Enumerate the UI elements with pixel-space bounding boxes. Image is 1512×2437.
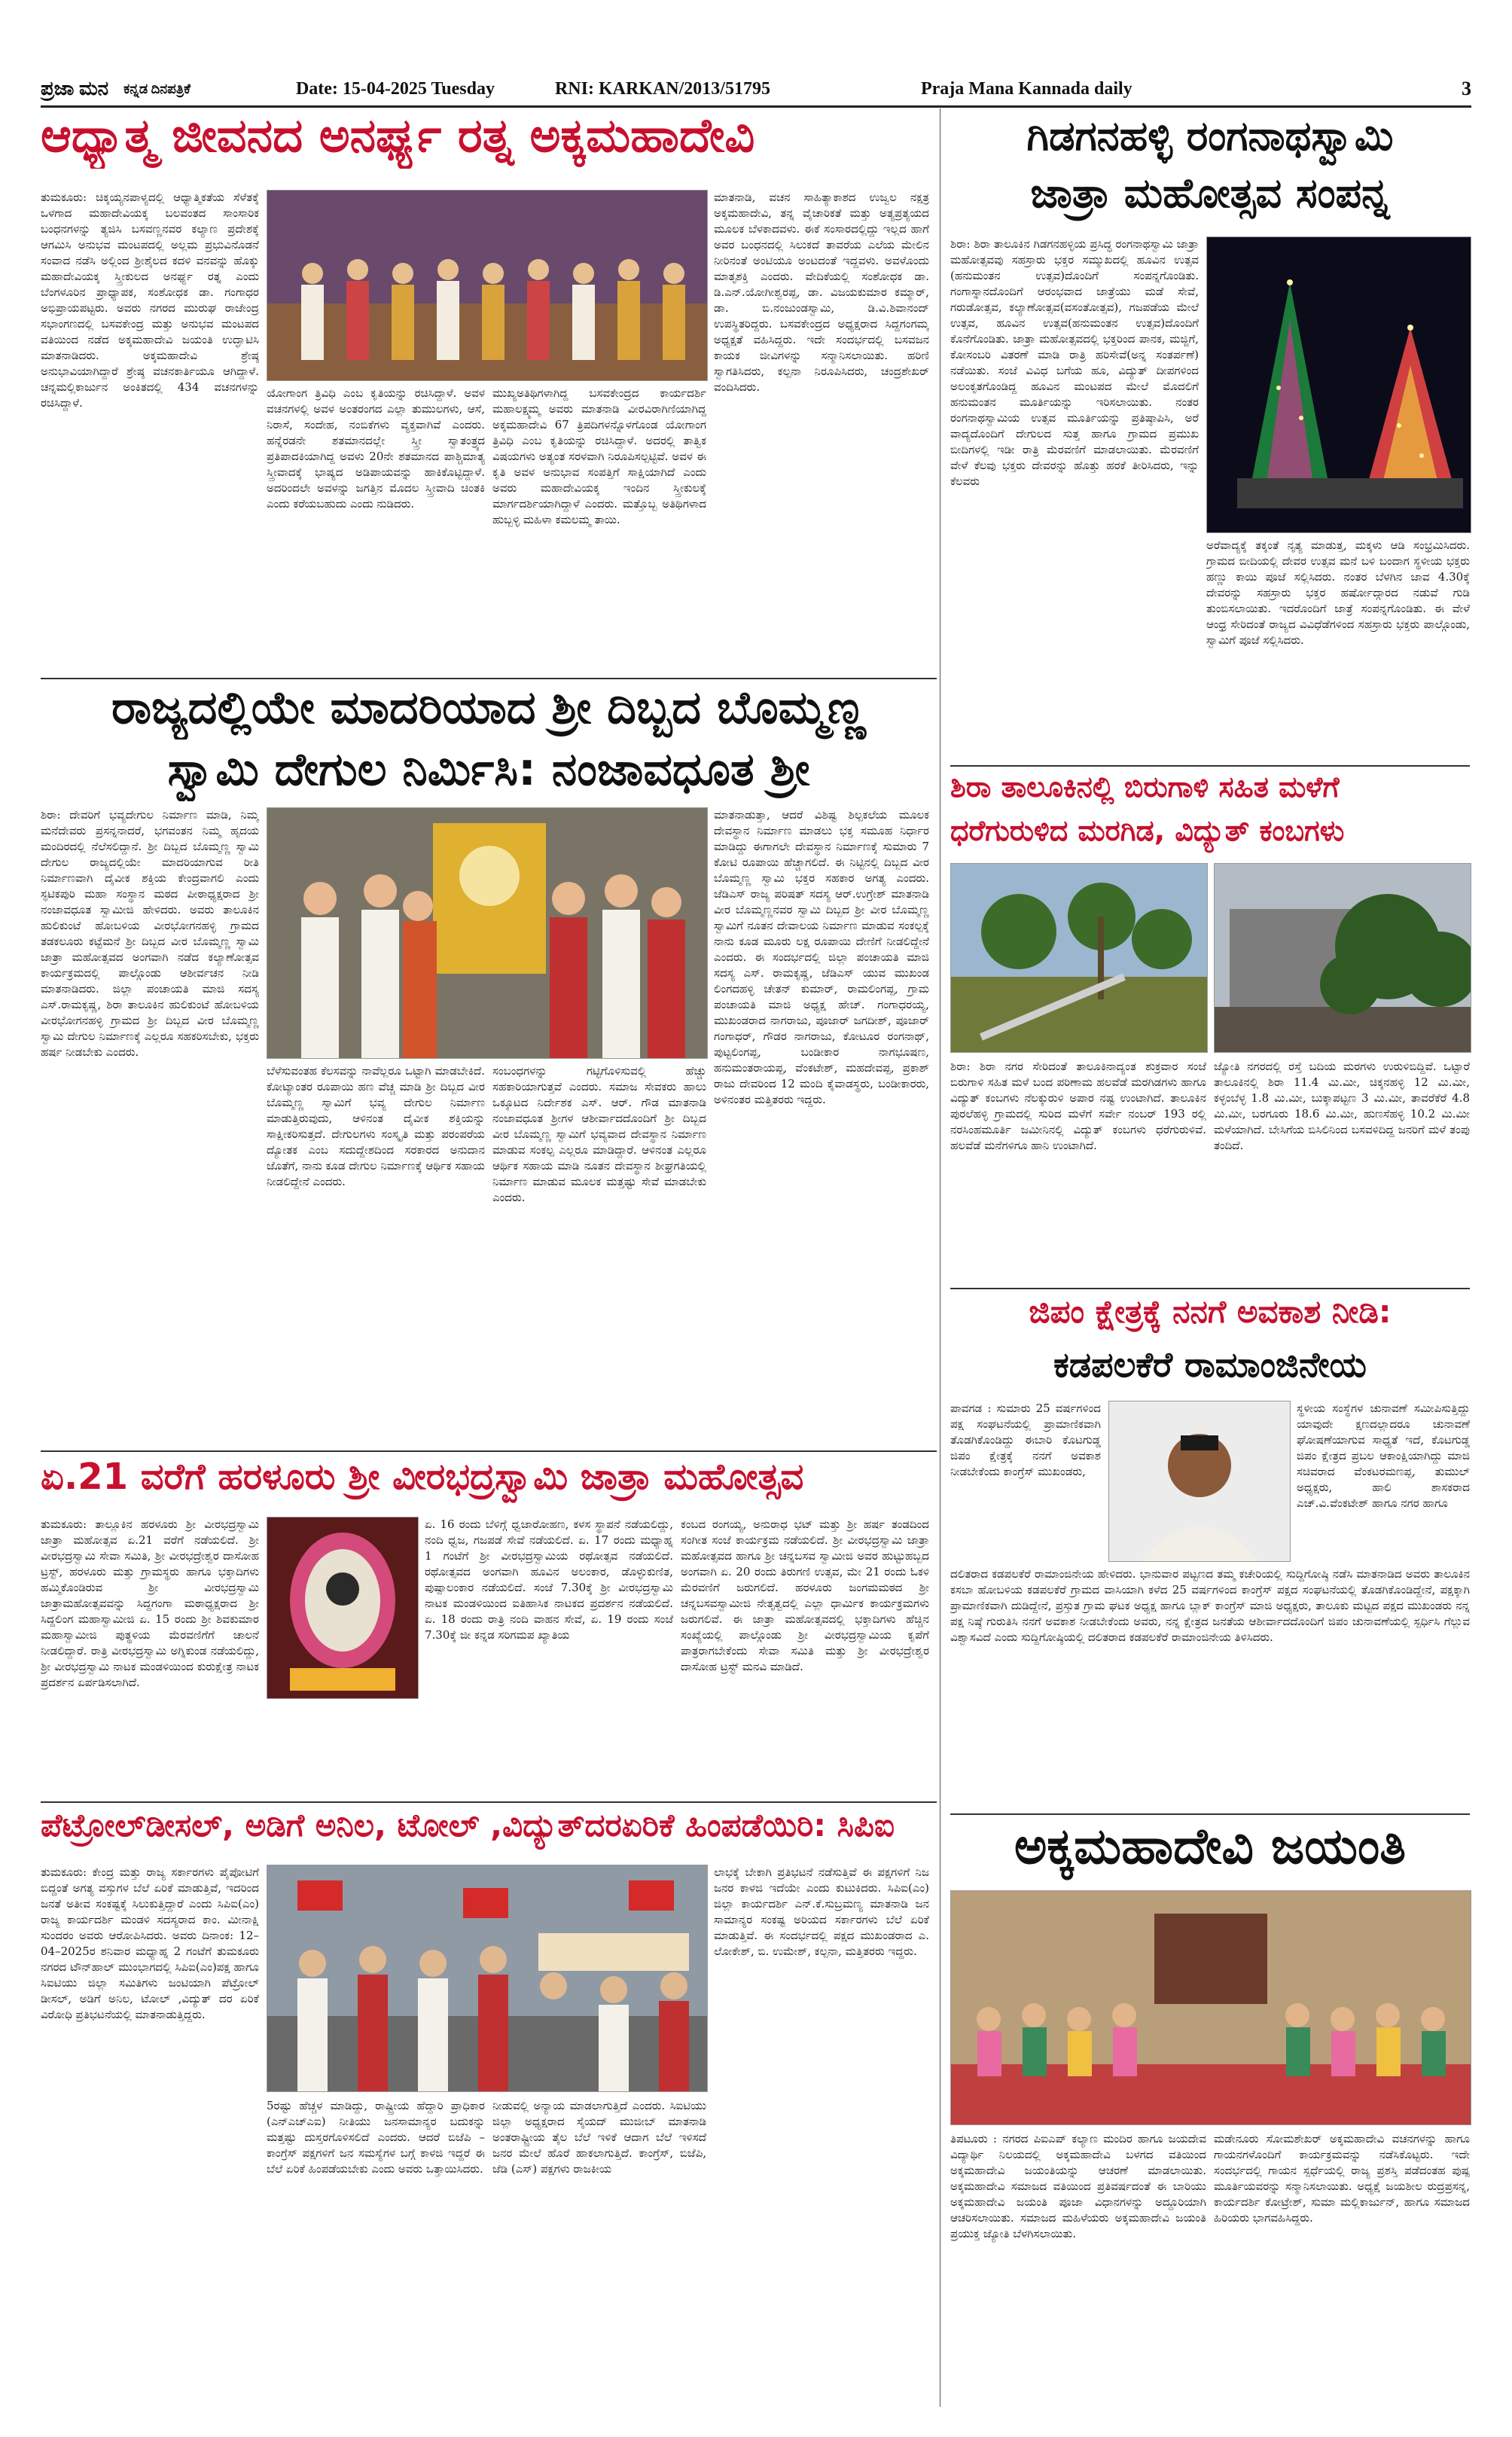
article-8-col-3: ನೀಡುವಲ್ಲಿ ಅನ್ಯಾಯ ಮಾಡಲಾಗುತ್ತಿದೆ ಎಂದರು. ಸಿಐಟಿಯು ಜಿಲ್ಲಾ ಅಧ್ಯಕ್ಷರಾದ ಸೈಯದ್ ಮುಜೀಬ್ ಮಾತನಾಡಿ ಅಂತರಾಷ್ಟ್ರೀಯ ತೈಲ ಬೆಲೆ ಇಳಿಕೆ ಆದಾಗ ಬೆಲೆ ಇಳಿಸದೆ ಜನರ ಮೇಲೆ ಹೊರೆ ಹಾಕಲಾಗುತ್ತಿದೆ. ಕಾಂಗ್ರೆಸ್, ಬಿಜೆಪಿ, ಜೆಡಿ (ಎಸ್) ಪಕ್ಷಗಳು ರಾಜಕೀಯ xyxy=(492,2099,706,2176)
article-2-tail: ಅರೆವಾದ್ಯಕ್ಕೆ ತಕ್ಕಂತೆ ನೃತ್ಯ ಮಾಡುತ್ತ, ಮಕ್ಕಳು ಆಡಿ ಸಂಭ್ರಮಿಸಿದರು. ಗ್ರಾಮದ ಬೀದಿಯಲ್ಲಿ ದೇವರ ಉತ್ಸವ ಮನೆ ಬಳಿ ಬಂದಾಗ ಸ್ಥಳೀಯ ಭಕ್ತರು ಹಣ್ಣು ಕಾಯಿ ಪೂಜೆ ಸಲ್ಲಿಸಿದರು. ನಂತರ ಬೆಳಗಿನ ಜಾವ 4.30ಕ್ಕೆ ದೇವರನ್ನು ಸಹಸ್ರಾರು ಭಕ್ತರ ಹರ್ಷೋದ್ಗಾರದ ನಡುವೆ ಗುಡಿ ತುಂಬಿಸಲಾಯಿತು. ಇದರೊಂದಿಗೆ ಜಾತ್ರೆ ಸಂಪನ್ನಗೊಂಡಿತು. ಈ ವೇಳೆ ಆಂಧ್ರ ಸೇರಿದಂತೆ ರಾಜ್ಯದ ವಿವಿಧೆಡೆಗಳಿಂದ ಸಹಸ್ರಾರು ಭಕ್ತರು ಪಾಲ್ಗೊಂಡು, ಸ್ವಾಮಿಗೆ ಪೂಜೆ ಸಲ್ಲಿಸಿದರು. xyxy=(1206,538,1470,647)
section-divider xyxy=(950,1813,1470,1815)
article-2-headline-line-2: ಜಾತ್ರಾ ಮಹೋತ್ಸವ ಸಂಪನ್ನ xyxy=(1030,170,1390,217)
article-5-headline-line-1: ಜಿಪಂ ಕ್ಷೇತ್ರಕ್ಕೆ ನನಗೆ ಅವಕಾಶ ನೀಡಿ: xyxy=(1029,1294,1392,1330)
article-1-headline: ಆಧ್ಯಾತ್ಮ ಜೀವನದ ಅನರ್ಘ್ಯ ರತ್ನ ಅಕ್ಕಮಹಾದೇವಿ xyxy=(41,108,755,163)
article-6-photo xyxy=(267,1517,419,1699)
portrait-image xyxy=(1109,1402,1290,1561)
article-5-headline-line-2: ಕಡಪಲಕೆರೆ ರಾಮಾಂಜಿನೇಯ xyxy=(1053,1345,1367,1385)
article-4-col-2: ಜ್ಯೋತಿ ನಗರದಲ್ಲಿ ರಸ್ತೆ ಬದಿಯ ಮರಗಳು ಉರುಳಿಬಿದ್ದಿವೆ. ಒಟ್ಟಾರೆ ತಾಲೂಕಿನಲ್ಲಿ ಶಿರಾ 11.4 ಮಿ.ಮೀ, ಚಿಕ್ಕನಹಳ್ಳಿ 12 ಮಿ.ಮೀ, ಕಳ್ಳಂಬೆಳ್ಳ 1.8 ಮಿ.ಮೀ, ಬುಕ್ಕಾಪಟ್ಟಣ 3 ಮಿ.ಮೀ, ತಾವರೆಕೆರೆ 4.8 ಮಿ.ಮೀ, ಬರಗೂರು 18.6 ಮಿ.ಮೀ, ಹುಣಸೆಹಳ್ಳಿ 10.2 ಮಿ.ಮೀ ಮಳೆಯಾಗಿದೆ. ಬೇಸಿಗೆಯ ಬಿಸಿಲಿನಿಂದ ಬಸವಳಿದಿದ್ದ ಜನರಿಗೆ ಮಳೆ ತಂಪು ತಂದಿದೆ. xyxy=(1214,1060,1470,1152)
section-divider xyxy=(950,765,1470,767)
article-1-col-4: ಮಾತನಾಡಿ, ವಚನ ಸಾಹಿತ್ಯಾಕಾಶದ ಉಜ್ವಲ ನಕ್ಷತ್ರ ಅಕ್ಕಮಹಾದೇವಿ, ತನ್ನ ವೈಚಾರಿಕತೆ ಮತ್ತು ಅತ್ಯಪ್ರತ್ಯಯದ ಮೂಲಕ ಬೆಳಕಾದವಳು. ಈಕೆ ಸಂಸಾರದಲ್ಲಿದ್ದು ಇಲ್ಲದ ಹಾಗೆ ಅವರ ಬಂಧನದಲ್ಲಿ ಸಿಲುಕದೆ ತಾವರೆಯ ಎಲೆಯ ಮೇಲಿನ ನೀರಿನಂತೆ ಅಂಟಿಯೂ ಅಂಟದಂತೆ ಇದ್ದವಳು. ಅವಳೊಂದು ಮಾತೃಶಕ್ತಿ ಎಂದರು. ವೇದಿಕೆಯಲ್ಲಿ ಸಂಶೋಧಕ ಡಾ. ಡಿ.ಎನ್.ಯೋಗೀಶ್ವರಪ್ಪ, ಡಾ. ವಿಜಯಕುಮಾರ ಕಮ್ಮಾರ್, ಡಾ. ಬಿ.ನಂಜುಂಡಸ್ವಾಮಿ, ಡಿ.ವಿ.ಶಿವಾನಂದ್ ಉಪಸ್ಥಿತರಿದ್ದರು. ಬಸವಕೇಂದ್ರದ ಅಧ್ಯಕ್ಷರಾದ ಸಿದ್ದಗಂಗಮ್ಮ ಅಧ್ಯಕ್ಷತೆ ವಹಿಸಿದ್ದರು. ಇದೇ ಸಂದರ್ಭದಲ್ಲಿ ಬಸವಜನ ಕಾಯಕ ಜೀವಿಗಳನ್ನು ಸನ್ಮಾನಿಸಲಾಯಿತು. ಹರಿಣಿ ಸ್ವಾಗತಿಸಿದರು, ಕಲ್ಪನಾ ನಿರೂಪಿಸಿದರು, ಚಂದ್ರಶೇಖರ್ ವಂದಿಸಿದರು. xyxy=(714,191,929,394)
article-4-photo-right xyxy=(1214,863,1471,1053)
women-group-photo-image xyxy=(267,191,707,380)
article-3-col-2: ಬೆಳೆಸುವಂತಹ ಕೆಲಸವನ್ನು ನಾವೆಲ್ಲರೂ ಒಟ್ಟಾಗಿ ಮಾಡಬೇಕಿದೆ. ಕೋಟ್ಯಾಂತರ ರೂಪಾಯಿ ಹಣ ವೆಚ್ಚ ಮಾಡಿ ಶ್ರೀ ದಿಬ್ಬದ ವೀರ ಬೊಮ್ಮಣ್ಣ ಸ್ವಾಮಿಗೆ ಭವ್ಯ ದೇಗುಲ ನಿರ್ಮಾಣ ಮಾಡುತ್ತಿರುವುದು, ಆಳಿನಂತ ದೈವೀಕ ಶಕ್ತಿಯನ್ನು ಸಾಕ್ಷೀಕರಿಸುತ್ತದೆ. ದೇಗುಲಗಳು ಸಂಸ್ಕೃತಿ ಮತ್ತು ಪರಂಪರೆಯ ದ್ಯೋತಕ ಎಂಬ ಸದುದ್ದೇಶದಿಂದ ಸರಕಾರದ ಅನುದಾನ ಜೊತೆಗೆ, ನಾನು ಕೂಡ ದೇಗುಲ ನಿರ್ಮಾಣಕ್ಕೆ ಆರ್ಥಿಕ ಸಹಾಯ ನೀಡಲಿದ್ದೇನೆ ಎಂದರು. xyxy=(267,1064,485,1188)
article-4-photo-left xyxy=(950,863,1208,1053)
article-7-headline: ಅಕ್ಕಮಹಾದೇವಿ ಜಯಂತಿ xyxy=(1014,1818,1407,1875)
article-3-col-1: ಶಿರಾ: ದೇವರಿಗೆ ಭವ್ಯದೇಗುಲ ನಿರ್ಮಾಣ ಮಾಡಿ, ನಿಮ್ಮ ಮನೆದೇವರು ಪ್ರಸನ್ನನಾದರೆ, ಭಗವಂತನ ನಿಮ್ಮ ಹೃದಯ ಮಂದಿರದಲ್ಲಿ ನೆಲೆಸಲಿದ್ದಾನೆ. ಶ್ರೀ ದಿಬ್ಬದ ಬೊಮ್ಮಣ್ಣ ಸ್ವಾಮಿ ದೇಗುಲ ರಾಜ್ಯದಲ್ಲಿಯೇ ಮಾದರಿಯಾಗುವ ರೀತಿ ನಿರ್ಮಾಣವಾಗಿ ದೈವೀಕ ಶಕ್ತಿಯ ಕೇಂದ್ರವಾಗಲಿ ಎಂದು ಸ್ಫಟಿಕಪುರಿ ಮಹಾ ಸಂಸ್ಥಾನ ಮಠದ ಪೀಠಾಧ್ಯಕ್ಷರಾದ ಶ್ರೀ ನಂಜಾವಧೂತ ಸ್ವಾಮೀಜಿ ಹೇಳಿದರು. ಅವರು ತಾಲೂಕಿನ ಹುಲಿಕುಂಟೆ ಹೋಬಳಿಯ ವೀರಭೋಗನಹಳ್ಳಿ ಗ್ರಾಮದ ತಡಕಲೂರು ಕಟ್ಟೆಮನೆ ಶ್ರೀ ದಿಬ್ಬದ ವೀರ ಬೊಮ್ಮಣ್ಣ ಸ್ವಾಮಿ ಜಾತ್ರಾ ಮಹೋತ್ಸವದ ಅಂಗವಾಗಿ ನಡೆದ ಕಲ್ಯಾಣೋತ್ಸವ ಕಾರ್ಯಕ್ರಮದಲ್ಲಿ ಪಾಲ್ಗೊಂಡು ಆಶೀರ್ವಚನ ನೀಡಿ ಮಾತನಾಡಿದರು. ಜಿಲ್ಲಾ ಪಂಚಾಯತಿ ಮಾಜಿ ಸದಸ್ಯ ಎಸ್.ರಾಮಕೃಷ್ಣ, ಶಿರಾ ತಾಲೂಕಿನ ಹುಲಿಕುಂಟೆ ಹೋಬಳಿಯ ವೀರಭೋಗನಹಳ್ಳಿ ಗ್ರಾಮದ ಶ್ರೀ ದಿಬ್ಬದ ವೀರ ಬೊಮ್ಮಣ್ಣ ಸ್ವಾಮಿ ದೇಗುಲ ನಿರ್ಮಾಣಕ್ಕೆ ಎಲ್ಲರೂ ಸಹಕರಿಸಬೇಕು, ಭಕ್ತರು ಹರ್ಷ ನೀಡಬೇಕು ಎಂದರು. xyxy=(41,808,259,1059)
article-2-photo xyxy=(1206,236,1471,533)
rni-number: RNI: KARKAN/2013/51795 xyxy=(554,78,770,99)
article-1-col-2: ಯೋಗಾಂಗ ತ್ರಿವಿಧಿ ಎಂಬ ಕೃತಿಯನ್ನು ರಚಿಸಿದ್ದಾಳೆ. ಅವಳ ವಚನಗಳಲ್ಲಿ ಅವಳ ಅಂತರಂಗದ ಎಲ್ಲಾ ತುಮುಲಗಳು, ಆಸೆ, ನಿರಾಸೆ, ಸಂದೇಹ, ನಂಬಿಕೆಗಳು ವ್ಯಕ್ತವಾಗಿವೆ ಎಂದರು. ಹನ್ನೆರಡನೇ ಶತಮಾನದಲ್ಲೇ ಸ್ತ್ರೀ ಸ್ವಾತಂತ್ರ್ಯದ ಪ್ರತಿಪಾದಕಿಯಾಗಿದ್ದ ಅವಳು 20ನೇ ಶತಮಾನದ ಪಾಶ್ಚಿಮಾತ್ಯ ಸ್ತ್ರೀವಾದಕ್ಕೆ ಭಾಷ್ಯದ ಅಡಿಪಾಯವನ್ನು ಹಾಕಿಕೊಟ್ಟಿದ್ದಾಳೆ. ಅದರಿಂದಲೇ ಅವಳನ್ನು ಜಗತ್ತಿನ ಮೊದಲ ಸ್ತ್ರೀವಾದಿ ಚಿಂತಕಿ ಎಂದು ಕರೆಯಬಹುದು ಎಂದು ನುಡಿದರು. xyxy=(267,386,485,511)
article-7-col-1: ತಿಪಟೂರು : ನಗರದ ಪಿಐಎಪ್ ಕಲ್ಯಾಣ ಮಂದಿರ ಹಾಗೂ ಜಯದೇವ ವಿದ್ಯಾರ್ಥಿ ನಿಲಯದಲ್ಲಿ ಅಕ್ಕಮಹಾದೇವಿ ಬಳಗದ ವತಿಯಿಂದ ಅಕ್ಕಮಹಾದೇವಿ ಜಯಂತಿಯನ್ನು ಆಚರಣೆ ಮಾಡಲಾಯಿತು. ಅಕ್ಕಮಹಾದೇವಿ ಸಮಾಜದ ವತಿಯಿಂದ ಪ್ರತಿವರ್ಷದಂತೆ ಈ ಬಾರಿಯು ಅಕ್ಕಮಹಾದೇವಿ ಜಯಂತಿ ಪೂಜಾ ವಿಧಾನಗಳನ್ನು ಅದ್ದೂರಿಯಾಗಿ ಆಚರಿಸಲಾಯಿತು. ಸಮಾಜದ ಮಹಿಳೆಯರು ಅಕ್ಕಮಹಾದೇವಿ ಜಯಂತಿ ಪ್ರಯುಕ್ತ ಜ್ಯೋತಿ ಬೆಳಗಿಸಲಾಯಿತು. xyxy=(950,2132,1206,2240)
article-3-photo xyxy=(267,807,708,1059)
issue-date: Date: 15-04-2025 Tuesday xyxy=(295,78,495,99)
fallen-electric-pole-image xyxy=(951,864,1207,1052)
section-divider xyxy=(41,678,937,679)
article-3-headline-line-1: ರಾಜ್ಯದಲ್ಲಿಯೇ ಮಾದರಿಯಾದ ಶ್ರೀ ದಿಬ್ಬದ ಬೊಮ್ಮಣ್ಣ xyxy=(111,682,866,734)
section-divider xyxy=(41,1801,937,1803)
newspaper-logo: ಪ್ರಜಾ ಮನ xyxy=(41,77,109,99)
fallen-tree-image xyxy=(1215,864,1471,1052)
article-1-photo xyxy=(267,190,708,381)
article-5-bottom: ದಲಿತರಾದ ಕಡಪಲಕೆರೆ ರಾಮಾಂಜಿನೇಯ ಹೇಳಿದರು. ಭಾನುವಾರ ಪಟ್ಟಣದ ತಮ್ಮ ಕಚೇರಿಯಲ್ಲಿ ಸುದ್ದಿಗೋಷ್ಠಿ ನಡೆಸಿ ಮಾತನಾಡಿದ ಅವರು ತಾಲೂಕಿನ ಕಸಬಾ ಹೋಬಳಿಯ ಕಡಪಲಕೆರೆ ಗ್ರಾಮದ ವಾಸಿಯಾಗಿ ಕಳೆದ 25 ವರ್ಷಗಳಿಂದ ಕಾಂಗ್ರೆಸ್ ಪಕ್ಷದ ಸಂಘಟನೆಯಲ್ಲಿ ತೊಡಗಿಕೊಂಡಿದ್ದೇನೆ, ಪಕ್ಷಕ್ಕಾಗಿ ಪ್ರಾಮಾಣಿಕವಾಗಿ ದುಡಿದ್ದೇನೆ, ಪ್ರಸ್ತುತ ಗ್ರಾಮ ಘಟಕ ಅಧ್ಯಕ್ಷ ಹಾಗೂ ಬ್ಲಾಕ್ ಕಾಂಗ್ರೆಸ್ ಮಾಜಿ ಅಧ್ಯಕ್ಷರು, ತಾಲೂಕು ಮಟ್ಟದ ಪಕ್ಷದ ಮುಖಂಡರು ನನ್ನ ಪಕ್ಷ ನಿಷ್ಠೆ ಗುರುತಿಸಿ ನನಗೆ ಅವಕಾಶ ನೀಡಬೇಕೆಂದು ಅವರು, ನನ್ನ ಕ್ಷೇತ್ರದ ಜನತೆಯ ಆಶೀರ್ವಾದದೊಂದಿಗೆ ಜಿಪಂ ಚುನಾವಣೆಯಲ್ಲಿ ಸ್ಪರ್ಧಿಸಿ ಗೆಲ್ಲುವ ವಿಶ್ವಾಸವಿದೆ ಎಂದು ಸುದ್ದಿಗೋಷ್ಠಿಯಲ್ಲಿ ದಲಿತರಾದ ಕಡಪಲಕೆರೆ ರಾಮಾಂಜಿನೇಯ ತಿಳಿಸಿದರು. xyxy=(950,1567,1470,1644)
article-8-col-4: ಲಾಭಕ್ಕೆ ಬೇಕಾಗಿ ಪ್ರತಿಭಟನೆ ನಡೆಸುತ್ತಿವೆ ಈ ಪಕ್ಷಗಳಿಗೆ ನಿಜ ಜನರ ಕಾಳಜಿ ಇದೆಯೇ ಎಂದು ಕುಟುಕಿದರು. ಸಿಪಿಐ(ಎಂ) ಜಿಲ್ಲಾ ಕಾರ್ಯದರ್ಶಿ ಎನ್.ಕೆ.ಸುಬ್ರಮಣ್ಯ ಮಾತನಾಡಿ ಜನ ಸಾಮಾನ್ಯರ ಸಂಕಷ್ಟ ಅರಿಯದ ಸರ್ಕಾರಗಳು ಬೆಲೆ ಏರಿಕೆ ಮಾಡುತ್ತಿವೆ. ಈ ಸಂದರ್ಭದಲ್ಲಿ ಪಕ್ಷದ ಮುಖಂಡರಾದ ಎ. ಲೋಕೇಶ್, ಬಿ. ಉಮೇಶ್, ಕಲ್ಪನಾ, ಮತ್ತಿತರರು ಇದ್ದರು. xyxy=(714,1865,929,1958)
article-6-col-1: ತುಮಕೂರು: ತಾಲ್ಲೂಕಿನ ಹರಳೂರು ಶ್ರೀ ವೀರಭದ್ರಸ್ವಾಮಿ ಜಾತ್ರಾ ಮಹೋತ್ಸವ ಏ.21 ವರೆಗೆ ನಡೆಯಲಿದೆ. ಶ್ರೀ ವೀರಭದ್ರಸ್ವಾಮಿ ಸೇವಾ ಸಮಿತಿ, ಶ್ರೀ ವೀರಭದ್ರೇಶ್ವರ ದಾಸೋಹ ಟ್ರಸ್ಟ್, ಹರಳೂರು ಮತ್ತು ಗ್ರಾಮಸ್ಥರು ಹಾಗೂ ಭಕ್ತಾದಿಗಳು ಹಮ್ಮಿಕೊಂಡಿರುವ ಶ್ರೀ ವೀರಭದ್ರಸ್ವಾಮಿ ಜಾತ್ರಾಮಹೋತ್ಸವವನ್ನು ಸಿದ್ದಗಂಗಾ ಮಠಾಧ್ಯಕ್ಷರಾದ ಶ್ರೀ ಸಿದ್ದಲಿಂಗ ಮಹಾಸ್ವಾಮೀಜಿ ಏ. 15 ರಂದು ಶ್ರೀ ಶಿವಕುಮಾರ ಮಹಾಸ್ವಾಮೀಜಿ ಪುತ್ಥಳಿಯ ಮೆರವಣಿಗೆಗೆ ಚಾಲನೆ ನೀಡಲಿದ್ದಾರೆ. ರಾತ್ರಿ ವೀರಭದ್ರಸ್ವಾಮಿ ಅಗ್ನಿಕುಂಡ ನಡೆಯಲಿದ್ದು, ಶ್ರೀ ವೀರಭದ್ರಸ್ವಾಮಿ ನಾಟಕ ಮಂಡಳಿಯಿಂದ ಕುರುಕ್ಷೇತ್ರ ನಾಟಕ ಪ್ರದರ್ಶನ ಏರ್ಪಡಿಸಲಾಗಿದೆ. xyxy=(41,1517,259,1689)
article-4-col-1: ಶಿರಾ: ಶಿರಾ ನಗರ ಸೇರಿದಂತೆ ತಾಲೂಕಿನಾದ್ಯಂತ ಶುಕ್ರವಾರ ಸಂಜೆ ಬಿರುಗಾಳಿ ಸಹಿತ ಮಳೆ ಬಂದ ಪರಿಣಾಮ ಹಲವೆಡೆ ಮರಗಿಡಗಳು ಹಾಗೂ ವಿದ್ಯುತ್ ಕಂಬಗಳು ನೆಲಕ್ಕುರುಳಿ ಅಪಾರ ನಷ್ಟ ಉಂಟಾಗಿದೆ. ತಾಲೂಕಿನ ಪುರಲೆಹಳ್ಳಿ ಗ್ರಾಮದಲ್ಲಿ ಸುರಿದ ಮಳೆಗೆ ಸರ್ವೇ ನಂಬರ್ 193 ರಲ್ಲಿ ನರಸಿಂಹಮೂರ್ತಿ ಜಮೀನಿನಲ್ಲಿ ವಿದ್ಯುತ್ ಕಂಬಗಳು ಧರೆಗುರುಳಿವೆ. ಹಲವೆಡೆ ಮನೆಗಳಿಗೂ ಹಾನಿ ಉಂಟಾಗಿದೆ. xyxy=(950,1060,1206,1152)
article-4-headline-line-1: ಶಿರಾ ತಾಲೂಕಿನಲ್ಲಿ ಬಿರುಗಾಳಿ ಸಹಿತ ಮಳೆಗೆ xyxy=(950,771,1340,804)
article-4-headline-line-2: ಧರೆಗುರುಳಿದ ಮರಗಿಡ, ವಿದ್ಯುತ್ ಕಂಬಗಳು xyxy=(950,815,1345,847)
article-1-col-1: ತುಮಕೂರು: ಚಿಕ್ಕಯ್ಯನಪಾಳ್ಯದಲ್ಲಿ ಆಧ್ಯಾತ್ಮಿಕತೆಯ ಸೆಳೆತಕ್ಕೆ ಒಳಗಾದ ಮಹಾದೇವಿಯಕ್ಕ ಬಲವಂತದ ಸಾಂಸಾರಿಕ ಬಂಧನಗಳನ್ನು ತ್ಯಜಿಸಿ ಬಸವಣ್ಣನವರ ಕಲ್ಯಾಣ ಪ್ರದೇಶಕ್ಕೆ ಆಗಮಿಸಿ ಅನುಭವ ಮಂಟಪದಲ್ಲಿ ಅಲ್ಲಮ ಪ್ರಭುವಿನೊಡನೆ ಸಂವಾದ ನಡೆಸಿ ಅಲ್ಲಿಂದ ಶ್ರೀಶೈಲದ ಕದಳಿ ವನವನ್ನು ಹೊಕ್ಕು ಮಹಾದೇವಿಯಕ್ಕ ಸ್ತ್ರೀಕುಲದ ಅನರ್ಘ್ಯ ರತ್ನ ಎಂದು ಬೆಂಗಳೂರಿನ ಪ್ರಾಧ್ಯಾಪಕ, ಸಂಶೋಧಕ ಡಾ. ಗಂಗಾಧರ ಅಭಿಪ್ರಾಯಪಟ್ಟರು. ಅವರು ನಗರದ ಮುರುಘ ರಾಜೇಂದ್ರ ಸಭಾಂಗಣದಲ್ಲಿ ಬಸವಕೇಂದ್ರ ಮತ್ತು ಅನುಭವ ಮಂಟಪದ ವತಿಯಿಂದ ನಡೆದ ಅಕ್ಕಮಹಾದೇವಿ ಜಯಂತಿ ಉದ್ಘಾಟಿಸಿ ಮಾತನಾಡಿದರು. ಅಕ್ಕಮಹಾದೇವಿ ಶ್ರೇಷ್ಠ ಅನುಭಾವಿಯಾಗಿದ್ದಾರೆ ಶ್ರೇಷ್ಠ ವಚನಕಾರ್ತಿಯೂ ಆಗಿದ್ದಾಳೆ. ಚನ್ನಮಲ್ಲಿಕಾರ್ಜುನ ಅಂಕಿತದಲ್ಲಿ 434 ವಚನಗಳನ್ನು ರಚಿಸಿದ್ದಾಳೆ. xyxy=(41,191,259,410)
article-3-col-3: ಸಂಬಂಧಗಳನ್ನು ಗಟ್ಟಿಗೊಳಿಸುವಲ್ಲಿ ಹೆಚ್ಚು ಸಹಕಾರಿಯಾಗುತ್ತವೆ ಎಂದರು. ಸಮಾಜ ಸೇವಕರು ಹಾಲು ಒಕ್ಕೂಟದ ನಿರ್ದೇಶಕ ಎಸ್. ಆರ್. ಗೌಡ ಮಾತನಾಡಿ ನಂಜಾವಧೂತ ಶ್ರೀಗಳ ಆಶೀರ್ವಾದದೊಂದಿಗೆ ಶ್ರೀ ದಿಬ್ಬದ ವೀರ ಬೊಮ್ಮಣ್ಣ ಸ್ವಾಮಿಗೆ ಭವ್ಯವಾದ ದೇವಸ್ಥಾನ ನಿರ್ಮಾಣ ಮಾಡುವ ಸಂಕಲ್ಪ ಎಲ್ಲರೂ ಮಾಡಿದ್ದಾರೆ. ಆಳಿನಂತ ಎಲ್ಲರೂ ಆರ್ಥಿಕ ಸಹಾಯ ಮಾಡಿ ನೂತನ ದೇವಸ್ಥಾನ ಶೀಘ್ರಗತಿಯಲ್ಲಿ ನಿರ್ಮಾಣ ಮಾಡುವ ಮೂಲಕ ಮತ್ತಷ್ಟು ಸೇವೆ ಮಾಡಬೇಕು ಎಂದರು. xyxy=(492,1064,706,1204)
article-2-headline-line-1: ಗಿಡಗನಹಳ್ಳಿ ರಂಗನಾಥಸ್ವಾಮಿ xyxy=(1026,113,1394,160)
article-7-col-2: ಮಡೇನೂರು ಸೋಮಶೇಖರ್ ಅಕ್ಕಮಹಾದೇವಿ ವಚನಗಳನ್ನು ಹಾಗೂ ಗಾಯನಗಳೊಂದಿಗೆ ಕಾರ್ಯಕ್ರಮವನ್ನು ನಡೆಸಿಕೊಟ್ಟರು. ಇದೇ ಸಂದರ್ಭದಲ್ಲಿ ಗಾಯನ ಸ್ಪರ್ಧೆಯಲ್ಲಿ ರಾಜ್ಯ ಪ್ರಶಸ್ತಿ ಪಡೆದಂತಹ ಪುಷ್ಪ ಮೂರ್ತಿಯವರನ್ನು ಸನ್ಮಾನಿಸಲಾಯಿತು. ಅಧ್ಯಕ್ಷೆ ಜಯಶೀಲ ರುದ್ರಪ್ರಸನ್ನ, ಕಾರ್ಯದರ್ಶಿ ಕೋಟ್ರೇಶ್, ಸುಮಾ ಮಲ್ಲಿಕಾರ್ಜುನ್, ಹಾಗೂ ಸಮಾಜದ ಹಿರಿಯರು ಭಾಗವಹಿಸಿದ್ದರು. xyxy=(1214,2132,1470,2225)
veerabhadra-idol-image xyxy=(267,1517,418,1698)
article-6-col-2: ಏ. 16 ರಂದು ಬೆಳಿಗ್ಗೆ ಧ್ವಜಾರೋಹಣ, ಕಳಸ ಸ್ಥಾಪನೆ ನಡೆಯಲಿದ್ದು, ನಂದಿ ಧ್ವಜ, ಗಜಪಡೆ ಸೇವೆ ನಡೆಯಲಿದೆ. ಏ. 17 ರಂದು ಮಧ್ಯಾಹ್ನ 1 ಗಂಟೆಗೆ ಶ್ರೀ ವೀರಭದ್ರಸ್ವಾಮಿಯ ರಥೋತ್ಸವ ನಡೆಯಲಿದೆ. ರಥೋತ್ಸವದ ಅಂಗವಾಗಿ ಹೂವಿನ ಅಲಂಕಾರ, ಡೊಳ್ಳುಕುಣಿತ, ಪುಷ್ಪಾಲಂಕಾರ ನಡೆಯಲಿದೆ. ಸಂಜೆ 7.30ಕ್ಕೆ ಶ್ರೀ ವೀರಭದ್ರಸ್ವಾಮಿ ನಾಟಕ ಮಂಡಳಿಯಿಂದ ಐತಿಹಾಸಿಕ ನಾಟಕದ ಪ್ರದರ್ಶನ ನಡೆಯಲಿದೆ. ಏ. 18 ರಂದು ರಾತ್ರಿ ನಂದಿ ವಾಹನ ಸೇವೆ, ಏ. 19 ರಂದು ಸಂಜೆ 7.30ಕ್ಕೆ ಜೀ ಕನ್ನಡ ಸರಿಗಮಪ ಖ್ಯಾತಿಯ xyxy=(425,1517,673,1642)
article-8-col-2: 5ರಷ್ಟು ಹೆಚ್ಚಳ ಮಾಡಿದ್ದು, ರಾಷ್ಟ್ರೀಯ ಹೆದ್ದಾರಿ ಪ್ರಾಧಿಕಾರ (ಎನ್‌ಎಚ್‌ಎಐ) ನೀತಿಯು ಜನಸಾಮಾನ್ಯರ ಬದುಕನ್ನು ಮತ್ತಷ್ಟು ದುಸ್ತರಗೊಳಿಸಲಿದೆ ಎಂದರು. ಆದರೆ ಬಿಜೆಪಿ – ಕಾಂಗ್ರೆಸ್ ಪಕ್ಷಗಳಿಗೆ ಜನ ಸಮಸ್ಯೆಗಳ ಬಗ್ಗೆ ಕಾಳಜಿ ಇದ್ದರೆ ಈ ಬೆಲೆ ಏರಿಕೆ ಹಿಂಪಡೆಯಬೇಕು ಎಂದು ಅವರು ಒತ್ತಾಯಿಸಿದರು. xyxy=(267,2099,485,2176)
section-divider xyxy=(950,1288,1470,1289)
paper-name: Praja Mana Kannada daily xyxy=(920,78,1132,99)
article-2-lead: ಶಿರಾ: ಶಿರಾ ತಾಲೂಕಿನ ಗಿಡಗನಹಳ್ಳಿಯ ಪ್ರಸಿದ್ಧ ರಂಗನಾಥಸ್ವಾಮಿ ಜಾತ್ರಾ ಮಹೋತ್ಸವವು ಸಹಸ್ರಾರು ಭಕ್ತರ ಸಮ್ಮುಖದಲ್ಲಿ ಹೂವಿನ ಉತ್ಸವ (ಹನುಮಂತನ ಉತ್ಸವ)ದೊಂದಿಗೆ ಸಂಪನ್ನಗೊಂಡಿತು. ಗಂಗಾಸ್ನಾನದೊಂದಿಗೆ ಆರಂಭವಾದ ಜಾತ್ರೆಯು ಮಡೆ ಸೇವೆ, ಗರುಡೋತ್ಸವ, ಕಲ್ಯಾಣೋತ್ಸವ(ವಸಂತೋತ್ಸವ), ಗಜಪಡೆಯ ಮೇಲೆ ಉತ್ಸವ, ಹೂವಿನ ಉತ್ಸವ(ಹನುಮಂತನ ಉತ್ಸವ)ದೊಂದಿಗೆ ಕೊನೆಗೊಂಡಿತು. ಜಾತ್ರಾ ಮಹೋತ್ಸವದಲ್ಲಿ ಭಕ್ತರಿಂದ ಪಾನಕ, ಮಜ್ಜಿಗೆ, ಕೋಸಂಬರಿ ವಿತರಣೆ ಮಾಡಿ ರಾತ್ರಿ ಹರಿಸೇವೆ(ಅನ್ನ ಸಂತರ್ಪಣೆ) ನಡೆಯಿತು. ಸಂಜೆ ವಿವಿಧ ಬಗೆಯ ಹೂ, ವಿದ್ಯುತ್ ದೀಪಗಳಿಂದ ಅಲಂಕೃತಗೊಂಡಿದ್ದ ಹೂವಿನ ಮಂಟಪದ ಮೇಲೆ ಮೊದಲಿಗೆ ಹನುಮಂತನ ಮೂರ್ತಿಯನ್ನು ಇರಿಸಲಾಯಿತು. ನಂತರ ರಂಗನಾಥಸ್ವಾಮಿಯ ಉತ್ಸವ ಮೂರ್ತಿಯನ್ನು ಪ್ರತಿಷ್ಠಾಪಿಸಿ, ಅರೆ ವಾದ್ಯದೊಂದಿಗೆ ದೇಗುಲದ ಸುತ್ತ ಹಾಗೂ ಗ್ರಾಮದ ಪ್ರಮುಖ ಬೀದಿಗಳಲ್ಲಿ ಇಡೀ ರಾತ್ರಿ ಮೆರವಣಿಗೆ ಮಾಡಲಾಯಿತು. ಮೆರವಣಿಗೆ ವೇಳೆ ಕೆಲವು ಭಕ್ತರು ದೇವರನ್ನು ಹೊತ್ತು ಹರಕೆ ತೀರಿಸಿದರು, ಇನ್ನು ಕೆಲವರು xyxy=(950,237,1199,488)
women-jayanthi-group-image xyxy=(951,1891,1471,2124)
newspaper-tagline: ಕನ್ನಡ ದಿನಪತ್ರಿಕೆ xyxy=(123,81,191,96)
masthead xyxy=(41,72,1471,108)
article-7-photo xyxy=(950,1890,1471,2125)
section-divider xyxy=(41,1450,937,1452)
article-8-headline: ಪೆಟ್ರೋಲ್‌ಡೀಸಲ್, ಅಡಿಗೆ ಅನಿಲ, ಟೋಲ್ ,ವಿದ್ಯುತ್‌ದರಏರಿಕೆ ಹಿಂಪಡೆಯಿರಿ: ಸಿಪಿಐ xyxy=(41,1807,895,1844)
swamiji-ceremony-photo-image xyxy=(267,808,707,1058)
article-1-col-3: ಮುಖ್ಯಅತಿಥಿಗಳಾಗಿದ್ದ ಬಸವಕೇಂದ್ರದ ಕಾರ್ಯದರ್ಶಿ ಮಹಾಲಕ್ಷ್ಮಮ್ಮ ಅವರು ಮಾತನಾಡಿ ವೀರವಿರಾಗಿಣಿಯಾಗಿದ್ದ ಅಕ್ಕಮಹಾದೇವಿ 67 ತ್ರಿಪದಿಗಳನ್ನೊಳಗೊಂಡ ಯೋಗಾಂಗ ತ್ರಿವಿಧಿ ಎಂಬ ಕೃತಿಯನ್ನು ರಚಿಸಿದ್ದಾಳೆ. ಅದರಲ್ಲಿ ತಾತ್ವಿಕ ವಿಷಯಗಳು ಅತ್ಯಂತ ಸರಳವಾಗಿ ನಿರೂಪಿಸಲ್ಪಟ್ಟಿವೆ. ಅವಳ ಈ ಕೃತಿ ಅವಳ ಅನುಭಾವ ಸಂಪತ್ತಿಗೆ ಸಾಕ್ಷಿಯಾಗಿದೆ ಎಂದು ಅವರು ಮಹಾದೇವಿಯಕ್ಕ ಇಂದಿನ ಸ್ತ್ರೀಕುಲಕ್ಕೆ ಮಾರ್ಗದರ್ಶಿಯಾಗಿದ್ದಾಳೆ ಎಂದರು. ಮತ್ತೊಬ್ಬ ಅತಿಥಿಗಳಾದ ಹುಬ್ಬಳ್ಳಿ ಮಹಿಳಾ ಕಮಲಮ್ಮ ತಾಯಿ. xyxy=(492,386,706,526)
article-3-headline-line-2: ಸ್ವಾಮಿ ದೇಗುಲ ನಿರ್ಮಿಸಿ: ನಂಜಾವಧೂತ ಶ್ರೀ xyxy=(167,744,810,796)
article-8-photo xyxy=(267,1865,708,2092)
article-8-col-1: ತುಮಕೂರು: ಕೇಂದ್ರ ಮತ್ತು ರಾಜ್ಯ ಸರ್ಕಾರಗಳು ಪೈಪೋಟಿಗೆ ಬಿದ್ದಂತೆ ಅಗತ್ಯ ವಸ್ತುಗಳ ಬೆಲೆ ಏರಿಕೆ ಮಾಡುತ್ತಿವೆ, ಇದರಿಂದ ಜನತೆ ಅತೀವ ಸಂಕಷ್ಟಕ್ಕೆ ಸಿಲುಕುತ್ತಿದ್ದಾರೆ ಎಂದು ಸಿಪಿಐ(ಎಂ) ರಾಜ್ಯ ಕಾರ್ಯದರ್ಶಿ ಮಂಡಳಿ ಸದಸ್ಯರಾದ ಕಾಂ. ಮೀನಾಕ್ಷಿ ಸುಂದರಂ ಅವರು ಆರೋಪಿಸಿದರು. ಅವರು ದಿನಾಂಕ: 12–04–2025ರ ಶನಿವಾರ ಮಧ್ಯಾಹ್ನ 2 ಗಂಟೆಗೆ ತುಮಕೂರು ನಗರದ ಟೌನ್‌ಹಾಲ್ ಮುಂಭಾಗದಲ್ಲಿ ಸಿಪಿಐ(ಎಂ)ಪಕ್ಷ ಹಾಗೂ ಸಿಐಟಿಯು ಜಿಲ್ಲಾ ಸಮಿತಿಗಳು ಜಂಟಿಯಾಗಿ ಪೆಟ್ರೋಲ್ ಡೀಸಲ್, ಅಡಿಗೆ ಅನಿಲ, ಟೋಲ್ ,ವಿದ್ಯುತ್ ದರ ಏರಿಕೆ ವಿರೋಧಿ ಪ್ರತಿಭಟನೆಯಲ್ಲಿ ಮಾತನಾಡುತ್ತಿದ್ದರು. xyxy=(41,1865,259,2021)
article-6-col-3: ಕಂಬದ ರಂಗಯ್ಯ, ಅನುರಾಧ ಭಟ್ ಮತ್ತು ಶ್ರೀ ಹರ್ಷ ತಂಡದಿಂದ ಸಂಗೀತ ಸಂಜೆ ಕಾರ್ಯಕ್ರಮ ನಡೆಯಲಿದೆ. ಶ್ರೀ ವೀರಭದ್ರಸ್ವಾಮಿ ಜಾತ್ರಾ ಮಹೋತ್ಸವದ ಹಾಗೂ ಶ್ರೀ ಚನ್ನಬಸವ ಸ್ವಾಮೀಜಿ ಅವರ ಹುಟ್ಟುಹಬ್ಬದ ಅಂಗವಾಗಿ ಏ. 20 ರಂದು ತಿರುಗಣಿ ಉತ್ಸವ, ಮೇ 21 ರಂದು ಓಕಳಿ ಮೆರವಣಿಗೆ ಜರುಗಲಿದೆ. ಹರಳೂರು ಜಂಗಮಮಠದ ಶ್ರೀ ಚನ್ನಬಸವಸ್ವಾಮೀಜಿ ನೇತೃತ್ವದಲ್ಲಿ ಎಲ್ಲಾ ಧಾರ್ಮಿಕ ಕಾರ್ಯಕ್ರಮಗಳು ಜರುಗಲಿವೆ. ಈ ಜಾತ್ರಾ ಮಹೋತ್ಸವದಲ್ಲಿ ಭಕ್ತಾದಿಗಳು ಹೆಚ್ಚಿನ ಸಂಖ್ಯೆಯಲ್ಲಿ ಪಾಲ್ಗೊಂಡು ಶ್ರೀ ವೀರಭದ್ರಸ್ವಾಮಿಯ ಕೃಪೆಗೆ ಪಾತ್ರರಾಗಬೇಕೆಂದು ಸೇವಾ ಸಮಿತಿ ಮತ್ತು ಶ್ರೀ ವೀರಭದ್ರೇಶ್ವರ ದಾಸೋಹ ಟ್ರಸ್ಟ್ ಮನವಿ ಮಾಡಿದೆ. xyxy=(681,1517,929,1673)
article-5-right: ಸ್ಥಳೀಯ ಸಂಸ್ಥೆಗಳ ಚುನಾವಣೆ ಸಮೀಪಿಸುತ್ತಿದ್ದು ಯಾವುದೇ ಕ್ಷಣದಲ್ಲಾದರೂ ಚುನಾವಣೆ ಘೋಷಣೆಯಾಗುವ ಸಾಧ್ಯತೆ ಇದೆ, ಕೊಟಗುಡ್ಡ ಜಿಪಂ ಕ್ಷೇತ್ರದ ಪ್ರಬಲ ಆಕಾಂಕ್ಷಿಯಾಗಿದ್ದು ಮಾಜಿ ಸಚಿವರಾದ ವೆಂಕಟರಮಣಪ್ಪ, ತುಮುಲ್ ಅಧ್ಯಕ್ಷರು, ಹಾಲಿ ಶಾಸಕರಾದ ಎಚ್.ವಿ.ವೆಂಕಟೇಶ್ ಹಾಗೂ ನಗರ ಹಾಗೂ xyxy=(1297,1402,1470,1510)
page-number: 3 xyxy=(1462,78,1471,99)
lit-temple-chariot-image xyxy=(1207,237,1471,532)
article-5-photo xyxy=(1108,1401,1291,1562)
article-5-left: ಪಾವಗಡ : ಸುಮಾರು 25 ವರ್ಷಗಳಿಂದ ಪಕ್ಷ ಸಂಘಟನೆಯಲ್ಲಿ ಪ್ರಾಮಾಣಿಕವಾಗಿ ತೊಡಗಿಕೊಂಡಿದ್ದು ಈಬಾರಿ ಕೊಟಗುಡ್ಡ ಜಿಪಂ ಕ್ಷೇತ್ರಕ್ಕೆ ನನಗೆ ಅವಕಾಶ ನೀಡಬೇಕೆಂದು ಕಾಂಗ್ರೆಸ್ ಮುಖಂಡರು, xyxy=(950,1402,1101,1478)
article-6-headline: ಏ.21 ವರೆಗೆ ಹರಳೂರು ಶ್ರೀ ವೀರಭದ್ರಸ್ವಾಮಿ ಜಾತ್ರಾ ಮಹೋತ್ಸವ xyxy=(41,1456,804,1498)
article-3-col-4: ಮಾತನಾಡುತ್ತಾ, ಆದರೆ ವಿಶಿಷ್ಟ ಶಿಲ್ಪಕಲೆಯ ಮೂಲಕ ದೇವಸ್ಥಾನ ನಿರ್ಮಾಣ ಮಾಡಲು ಭಕ್ತ ಸಮೂಹ ನಿರ್ಧಾರ ಮಾಡಿದ್ದು ಈಗಾಗಲೇ ದೇವಸ್ಥಾನ ನಿರ್ಮಾಣಕ್ಕೆ ಸುಮಾರು 7 ಕೋಟಿ ರೂಪಾಯಿ ಹೆಚ್ಚಾಗಲಿದೆ. ಈ ನಿಟ್ಟಿನಲ್ಲಿ ದಿಬ್ಬದ ವೀರ ಬೊಮ್ಮಣ್ಣ ಸ್ವಾಮಿ ಭಕ್ತರ ಸಹಕಾರ ಅಗತ್ಯ ಎಂದರು. ಜೆಡಿಎಸ್ ರಾಜ್ಯ ಪರಿಷತ್ ಸದಸ್ಯ ಆರ್.ಉಗ್ರೇಶ್ ಮಾತನಾಡಿ ವೀರ ಬೊಮ್ಮಣ್ಣನವರ ಸ್ವಾಮಿ ದಿಬ್ಬದ ಶ್ರೀ ವೀರ ಬೊಮ್ಮಣ್ಣ ಸ್ವಾಮಿಗೆ ನೂತನ ದೇವಾಲಯ ನಿರ್ಮಾಣ ಮಾಡುವ ಸಂಕಲ್ಪಕ್ಕೆ ನಾನು ಕೂಡ ಮೂರು ಲಕ್ಷ ರೂಪಾಯಿ ದೇಣಿಗೆ ನೀಡಲಿದ್ದೇನೆ ಎಂದರು. ಈ ಸಂದರ್ಭದಲ್ಲಿ ಜಿಲ್ಲಾ ಪಂಚಾಯತಿ ಮಾಜಿ ಸದಸ್ಯ ಎಸ್. ರಾಮಕೃಷ್ಣ, ಜೆಡಿಎಸ್ ಯುವ ಮುಖಂಡ ಲಿಂಗದಹಳ್ಳಿ ಚೇತನ್ ಕುಮಾರ್, ರಾಮಲಿಂಗಪ್ಪ, ಗ್ರಾಮ ಪಂಚಾಯತಿ ಮಾಜಿ ಅಧ್ಯಕ್ಷ ಹೇಚ್. ಗಂಗಾಧರಯ್ಯ, ಮುಖಂಡರಾದ ನಾಗರಾಜು, ಪೂಜಾರ್ ಜಗದೀಶ್, ಪೂಜಾರ್ ಗಂಗಾಧರ್, ಗೌಡರ ನಾಗರಾಜು, ಕೋಟೂರ ರಂಗನಾಥ್, ಪುಟ್ಟಲಿಂಗಪ್ಪ, ಬಂಡೀಕಾರ ನಾಗಭೂಷಣ, ಹನುಮಂತರಾಯಪ್ಪ, ವೆಂಕಟೇಶ್, ಮಹದೇವಪ್ಪ, ಪ್ರಕಾಶ್ ರಾಜು ದೇವರಿಂದ 12 ಮಂದಿ ಕೈವಾಡಸ್ಥರು, ಬಂಡೀಕಾರರು, ಅಳಿನಂತರ ಮತ್ತಿತರರು ಇದ್ದರು. xyxy=(714,808,929,1106)
protest-rally-image xyxy=(267,1865,707,2091)
